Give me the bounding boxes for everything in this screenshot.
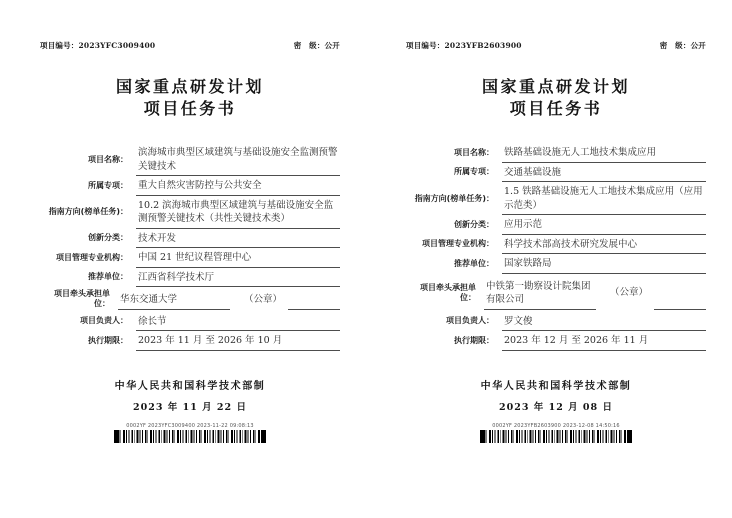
issuing-authority: 中华人民共和国科学技术部制	[480, 380, 632, 392]
field-row-execution-period	[406, 331, 706, 351]
field-row-lead-unit	[40, 287, 340, 312]
document-header	[40, 40, 340, 51]
field-row-project-name	[406, 143, 706, 163]
field-list	[406, 143, 706, 351]
document-header	[406, 40, 706, 51]
field-value-with-seal	[484, 274, 706, 312]
field-label: 创新分类：	[88, 233, 128, 243]
issue-date: 2023 年 11 月 22 日	[133, 401, 247, 413]
secrecy-value: 公开	[690, 41, 706, 50]
seal-signature-line	[654, 297, 706, 310]
field-label: 推荐单位：	[88, 272, 128, 282]
field-row-management-org	[40, 248, 340, 268]
field-value: 2023 年 11 月 至 2026 年 10 月	[136, 331, 340, 351]
field-label: 推荐单位：	[454, 258, 494, 268]
field-label: 执行期限：	[454, 335, 494, 345]
document-title-block	[40, 76, 340, 120]
field-label: 项目负责人：	[446, 316, 494, 326]
issue-date: 2023 年 12 月 08 日	[499, 401, 613, 413]
field-label: 指南方向(榜单任务)：	[414, 193, 494, 203]
field-row-innovation-type	[406, 215, 706, 235]
secrecy-group	[294, 40, 340, 51]
field-row-special-project	[406, 163, 706, 183]
field-value: 科学技术部高技术研究发展中心	[502, 235, 706, 255]
document-page-right	[366, 0, 732, 518]
field-label: 项目牵头承担单位：	[419, 282, 476, 302]
document-title: 国家重点研发计划	[115, 77, 264, 96]
project-number-group	[406, 40, 522, 51]
secrecy-group	[660, 40, 706, 51]
secrecy-label: 密 级：	[293, 41, 325, 50]
field-row-management-org	[406, 235, 706, 255]
lead-unit-value: 中铁第一勘察设计院集团有限公司	[484, 277, 596, 310]
field-label: 项目名称：	[88, 154, 128, 164]
field-value-with-seal	[118, 287, 340, 312]
project-number-label: 项目编号：	[406, 41, 445, 50]
secrecy-label: 密 级：	[659, 41, 691, 50]
field-value: 1.5 铁路基础设施无人工地技术集成应用（应用示范类）	[502, 182, 706, 215]
field-value: 交通基础设施	[502, 163, 706, 183]
field-row-guide-direction	[40, 196, 340, 229]
barcode-block	[480, 423, 632, 443]
project-number-value: 2023YFB2603900	[444, 41, 522, 50]
field-row-recommending-unit	[40, 268, 340, 288]
field-value: 国家铁路局	[502, 254, 706, 274]
field-value: 重大自然灾害防控与公共安全	[136, 176, 340, 196]
field-label: 项目管理专业机构：	[422, 239, 494, 249]
document-footer	[40, 377, 340, 443]
document-title-block	[406, 76, 706, 120]
field-label: 指南方向(榜单任务)：	[48, 207, 128, 216]
field-value: 徐长节	[136, 312, 340, 332]
project-number-group	[40, 40, 155, 51]
field-value: 滨海城市典型区域建筑与基础设施安全监测预警关键技术	[136, 143, 340, 176]
document-footer	[406, 377, 706, 443]
field-value: 江西省科学技术厅	[136, 268, 340, 288]
field-value: 2023 年 12 月 至 2026 年 11 月	[502, 331, 706, 351]
field-value: 应用示范	[502, 215, 706, 235]
field-row-execution-period	[40, 331, 340, 351]
field-row-lead-unit	[406, 274, 706, 312]
document-title: 国家重点研发计划	[481, 77, 630, 96]
field-row-special-project	[40, 176, 340, 196]
field-list	[40, 143, 340, 351]
field-label: 项目牵头承担单位：	[53, 289, 110, 309]
barcode-icon	[114, 430, 266, 443]
seal-signature-line	[288, 297, 340, 310]
lead-unit-value: 华东交通大学	[118, 290, 230, 310]
field-label: 项目管理专业机构：	[56, 252, 128, 262]
issuing-authority: 中华人民共和国科学技术部制	[114, 380, 266, 392]
field-value: 技术开发	[136, 229, 340, 249]
field-label: 所属专项：	[454, 167, 494, 177]
field-label: 创新分类：	[454, 219, 494, 229]
field-row-innovation-type	[40, 229, 340, 249]
field-value: 10.2 滨海城市典型区域建筑与基础设施安全监测预警关键技术（共性关键技术类）	[136, 196, 340, 229]
barcode-icon	[480, 430, 632, 443]
document-subtitle: 项目任务书	[509, 99, 603, 118]
field-label: 执行期限：	[88, 335, 128, 345]
project-number-value: 2023YFC3009400	[78, 41, 156, 50]
field-row-guide-direction	[406, 182, 706, 215]
field-label: 项目名称：	[454, 147, 494, 157]
barcode-caption: 0002YF 2023YFB2603900 2023-12-08 14:50:16	[492, 422, 620, 429]
field-row-recommending-unit	[406, 254, 706, 274]
field-row-project-leader	[40, 312, 340, 332]
official-seal-placeholder: （公章）	[243, 293, 282, 305]
project-number-label: 项目编号：	[40, 41, 79, 50]
official-seal-placeholder: （公章）	[609, 286, 648, 298]
field-label: 所属专项：	[88, 180, 128, 190]
field-row-project-name	[40, 143, 340, 176]
field-value: 铁路基础设施无人工地技术集成应用	[502, 143, 706, 163]
barcode-caption: 0002YF 2023YFC3009400 2023-11-22 09:08:13	[126, 422, 254, 429]
document-subtitle: 项目任务书	[143, 99, 237, 118]
field-row-project-leader	[406, 312, 706, 332]
field-label: 项目负责人：	[80, 316, 128, 326]
barcode-block	[114, 423, 266, 443]
field-value: 罗文俊	[502, 312, 706, 332]
field-value: 中国 21 世纪议程管理中心	[136, 248, 340, 268]
secrecy-value: 公开	[324, 41, 340, 50]
